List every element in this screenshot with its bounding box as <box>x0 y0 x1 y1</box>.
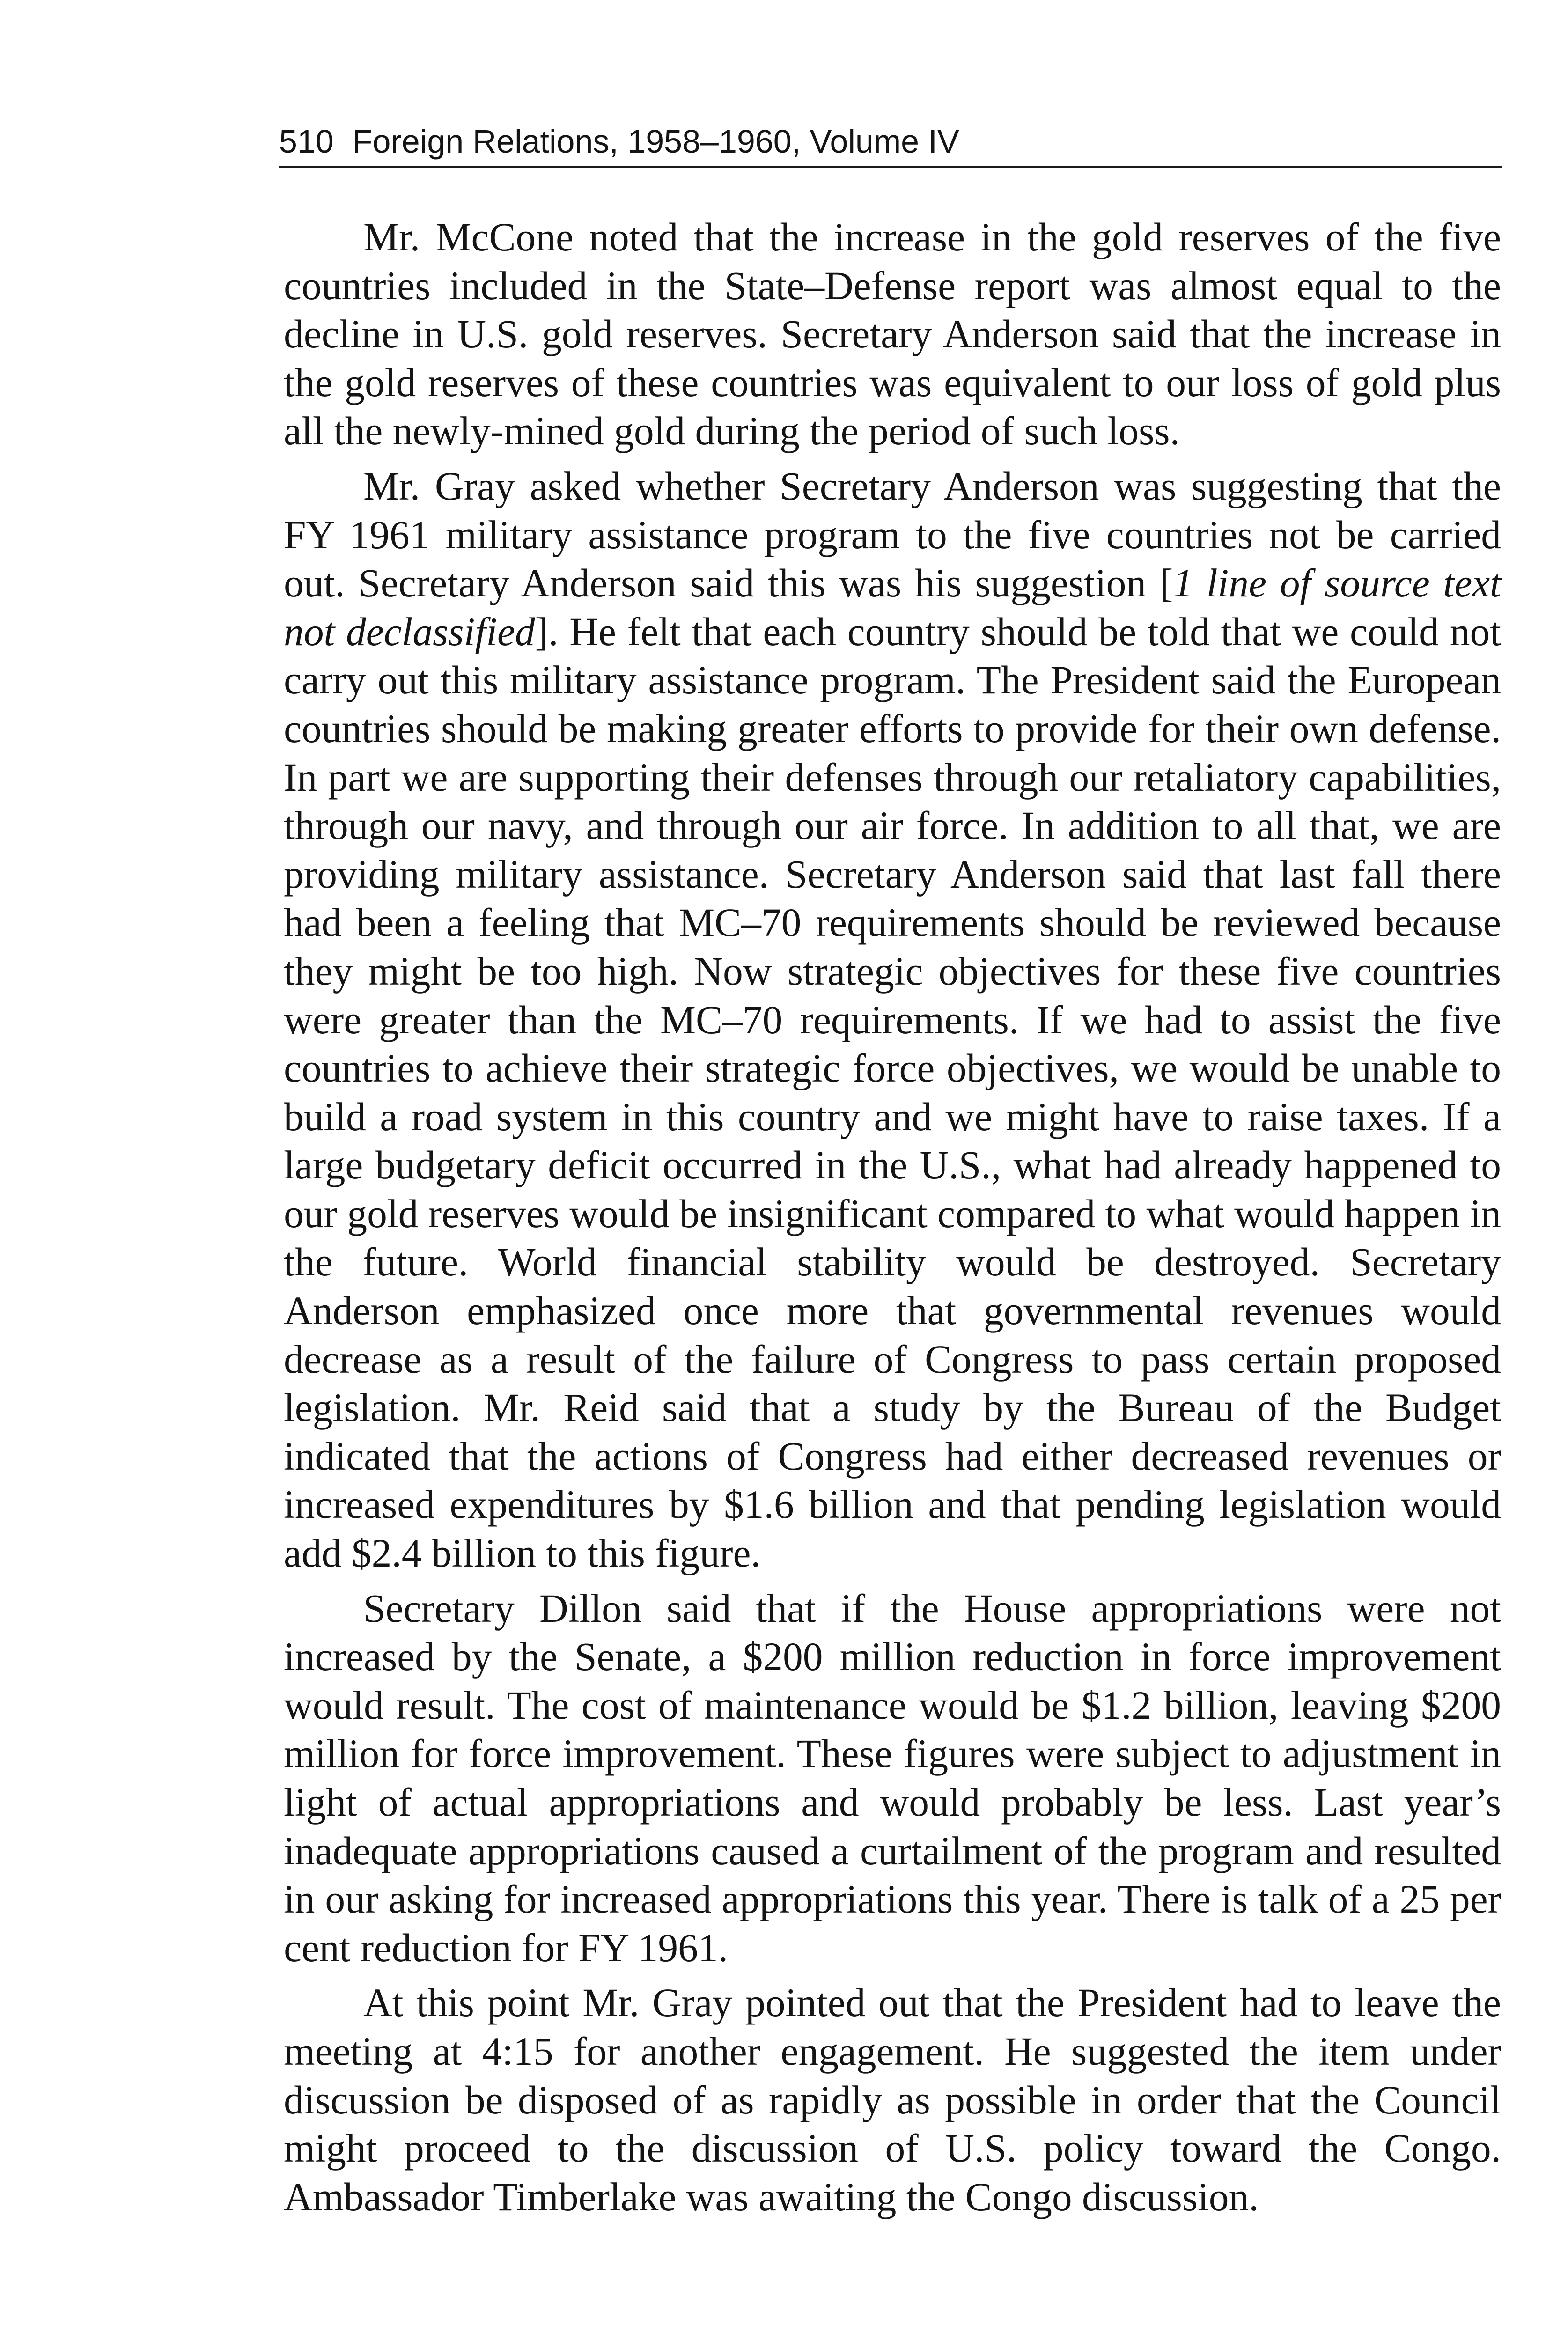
paragraph-3: Secretary Dillon said that if the House appropriations were not increased by the Senate, a $200 million reduction in force improvement would result. The cost of maintenance would be $1.2 billion, leaving $200 million for force improvement. These figures were subject to adjustment in light of actual appropriations and would probably be less. Last year’s inadequate appropriations caused a curtailment of the program and resulted in our asking for increased appropriations this year. There is talk of a 25 per cent reduction for FY 1961. <box>284 1586 1501 1970</box>
page-number: 510 <box>279 123 334 160</box>
paragraph-2-part-2: ]. He felt that each country should be told that we could not carry out this military assistance program. The President said the European countries should be making greater efforts to provide for their own defense. In part we are supporting their defenses through our retaliatory capabilities, through our navy, and through our air force. In addition to all that, we are providing military assistance. Secretary Anderson said that last fall there had been a feeling that MC–70 requirements should be reviewed because they might be too high. Now strategic objectives for these five countries were greater than the MC–70 requirements. If we had to assist the five countries to achieve their strategic force objectives, we would be unable to build a road system in this country and we might have to raise taxes. If a large budgetary deficit occurred in the U.S., what had already happened to our gold reserves would be insignificant compared to what would happen in the future. World financial stability would be destroyed. Secretary Anderson emphasized once more that governmental revenues would decrease as a result of the failure of Congress to pass certain proposed legislation. Mr. Reid said that a study by the Bureau of the Budget indicated that the actions of Congress had either decreased revenues or increased expenditures by $1.6 billion and that pending legislation would add $2.4 billion to this figure. <box>284 610 1501 1576</box>
paragraph-4: At this point Mr. Gray pointed out that the President had to leave the meeting at 4:15 for another engagement. He suggested the item under discussion be disposed of as rapidly as possible in order that the Council might proceed to the discussion of U.S. policy toward the Congo. Ambassador Timberlake was awaiting the Congo discussion. <box>284 1981 1501 2219</box>
paragraph-2-part-1: Mr. Gray asked whether Secretary Anderson was suggesting that the FY 1961 military assistance program to the five countries not be carried out. Secretary Anderson said this was his suggestion [ <box>284 464 1501 606</box>
running-head <box>279 123 1502 168</box>
running-head-title: Foreign Relations, 1958–1960, Volume IV <box>352 123 959 160</box>
declassification-note: 1 line of source text not declassified <box>284 561 1501 654</box>
paragraph-1: Mr. McCone noted that the increase in the gold reserves of the five countries included in the State–Defense report was almost equal to the decline in U.S. gold reserves. Secretary Anderson said that the increase in the gold reserves of these countries was equivalent to our loss of gold plus all the newly-mined gold during the period of such loss. <box>284 215 1501 454</box>
body-text <box>284 213 1501 2222</box>
paragraph-2 <box>284 463 1501 1578</box>
